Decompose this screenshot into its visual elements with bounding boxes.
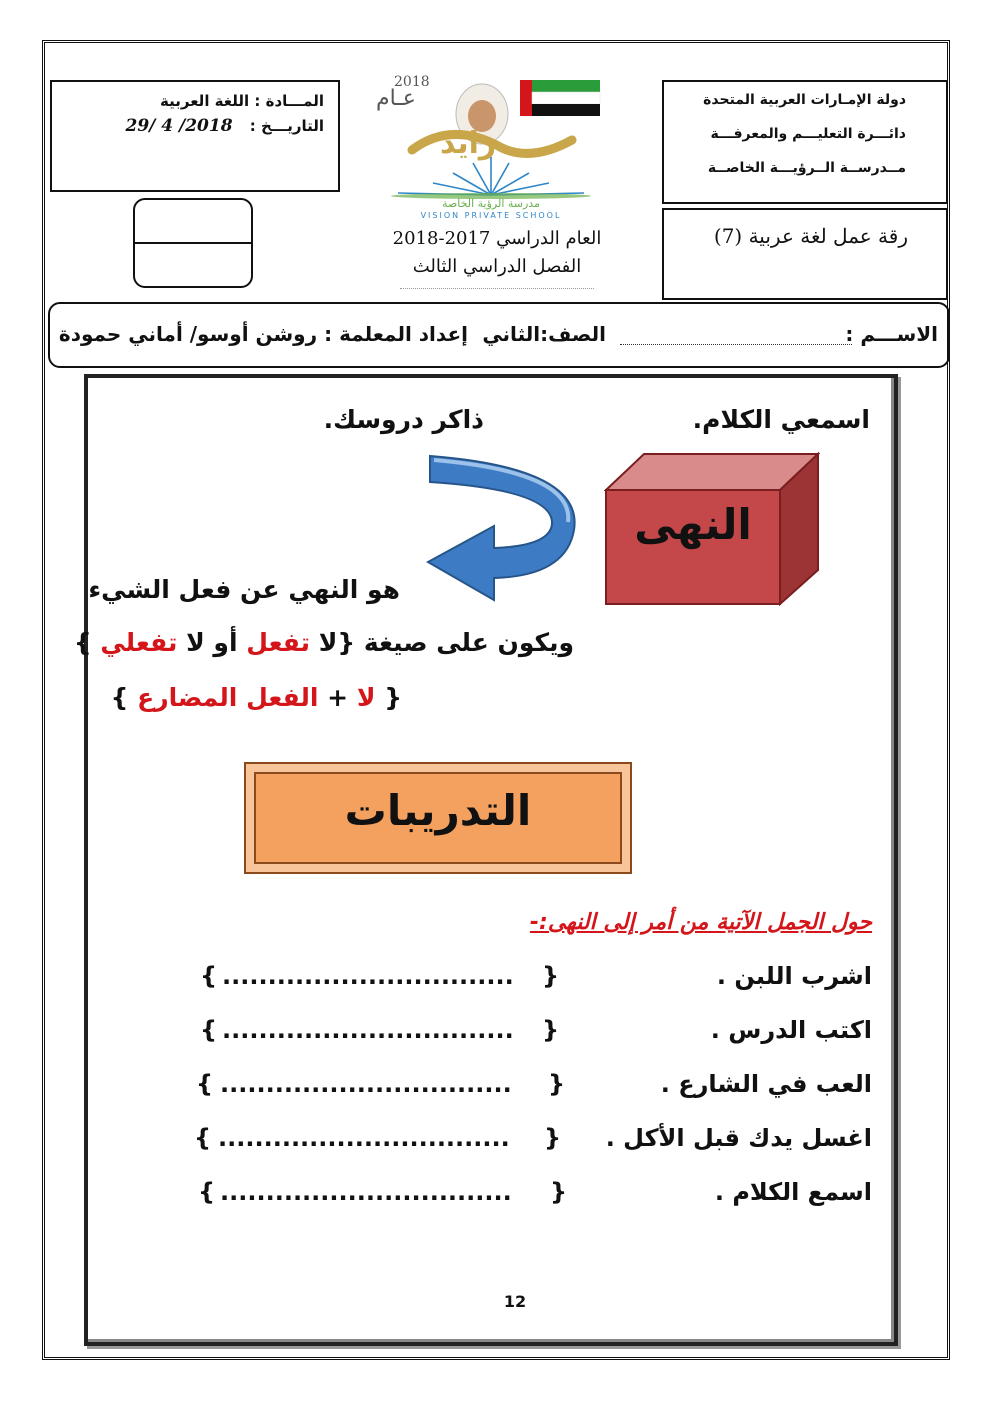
answer-field[interactable]: ................................	[222, 962, 514, 990]
worksheet-title-box	[662, 208, 948, 300]
school-line: مــدرســة الــرؤيـــة الخاصــة	[707, 160, 906, 176]
brace-close: }	[542, 1016, 560, 1044]
list-item	[120, 1122, 872, 1176]
instruction-text: حول الجمل الآتية من أمر إلى النهى:-	[529, 910, 872, 935]
logo-year: 2018	[394, 74, 430, 90]
exercise-sentence: اشرب اللبن .	[716, 962, 872, 990]
exercise-sentence: اكتب الدرس .	[710, 1016, 872, 1044]
date-value: 29/ 4 /2018	[125, 116, 233, 136]
exercises-banner	[244, 762, 632, 874]
form-suffix: }	[73, 628, 92, 657]
form-example-masculine: تفعل	[246, 628, 311, 657]
list-item	[120, 1068, 872, 1122]
school-logo	[378, 155, 604, 223]
term: الفصل الدراسي الثالث	[412, 256, 582, 277]
term-divider	[400, 288, 594, 289]
grade-value: الثاني	[482, 322, 541, 346]
subject-date-box	[50, 80, 340, 192]
country-line: دولة الإمـارات العربية المتحدة	[703, 92, 906, 108]
logo-year-word: عـام	[376, 86, 416, 111]
name-label: الاســـم :	[845, 322, 938, 346]
school-name-en: VISION PRIVATE SCHOOL	[420, 211, 562, 220]
teacher-line	[59, 322, 468, 346]
student-info-bar	[48, 302, 950, 368]
exercise-sentence: اغسل يدك قبل الأكل .	[605, 1124, 872, 1152]
rule-open: {	[384, 683, 402, 712]
brace-open: {	[198, 1178, 216, 1206]
brace-close: }	[548, 1070, 566, 1098]
cube-label: النهى	[634, 500, 752, 549]
form-prefix: ويكون على صيغة {لا	[318, 628, 574, 657]
exercise-sentence: اسمع الكلام .	[714, 1178, 872, 1206]
academic-year: العام الدراسي 2017-2018	[392, 228, 602, 249]
answer-field[interactable]: ................................	[218, 1124, 510, 1152]
rule-verb: الفعل المضارع	[137, 683, 319, 712]
subject-line	[64, 92, 324, 110]
answer-field[interactable]: ................................	[220, 1178, 512, 1206]
exercises-title: التدريبات	[344, 786, 532, 835]
definition-text: هو النهي عن فعل الشيء	[88, 575, 400, 604]
stamp-divider	[135, 242, 251, 244]
grade-line	[482, 322, 606, 346]
brace-close: }	[544, 1124, 562, 1152]
school-info-box	[662, 80, 948, 204]
rule-plus: +	[327, 683, 349, 712]
date-line	[64, 116, 324, 136]
page-number: 12	[503, 1292, 527, 1311]
rule-close: }	[110, 683, 129, 712]
date-label: التاريـــخ :	[249, 117, 324, 135]
department-line: دائـــرة التعليـــم والمعرفـــة	[710, 126, 906, 142]
grade-label: الصف:	[540, 322, 606, 346]
brace-open: {	[194, 1124, 212, 1152]
logo-brand-word: زايد	[440, 126, 497, 161]
exercise-list	[120, 960, 872, 1230]
brace-open: {	[200, 962, 218, 990]
answer-field[interactable]: ................................	[222, 1016, 514, 1044]
exercise-sentence: العب في الشارع .	[660, 1070, 872, 1098]
brace-open: {	[196, 1070, 214, 1098]
name-field[interactable]	[620, 344, 852, 345]
example-study: ذاكر دروسك.	[323, 405, 484, 434]
subject-label: المـــادة :	[254, 92, 324, 110]
list-item	[120, 1176, 872, 1230]
list-item	[120, 960, 872, 1014]
school-name-ar: مدرسة الرؤية الخاصة	[442, 197, 540, 210]
subject-value: اللغة العربية	[160, 92, 250, 110]
brace-close: }	[542, 962, 560, 990]
brace-close: }	[550, 1178, 568, 1206]
form-line	[74, 628, 574, 657]
brace-open: {	[200, 1016, 218, 1044]
form-mid: أو لا	[186, 628, 238, 657]
teacher-label: إعداد المعلمة :	[324, 322, 468, 346]
worksheet-title: رقة عمل لغة عربية (7)	[713, 224, 908, 248]
form-example-feminine: تفعلي	[100, 628, 178, 657]
list-item	[120, 1014, 872, 1068]
answer-field[interactable]: ................................	[220, 1070, 512, 1098]
rule-line	[111, 683, 402, 712]
curved-arrow-icon	[424, 450, 584, 610]
sunburst-icon	[378, 155, 604, 199]
teacher-value: روشن أوسو/ أماني حمودة	[58, 322, 318, 346]
example-listen: اسمعي الكلام.	[692, 405, 870, 434]
nahi-cube	[604, 450, 820, 606]
grade-stamp-box	[133, 198, 253, 288]
rule-la: لا	[356, 683, 376, 712]
